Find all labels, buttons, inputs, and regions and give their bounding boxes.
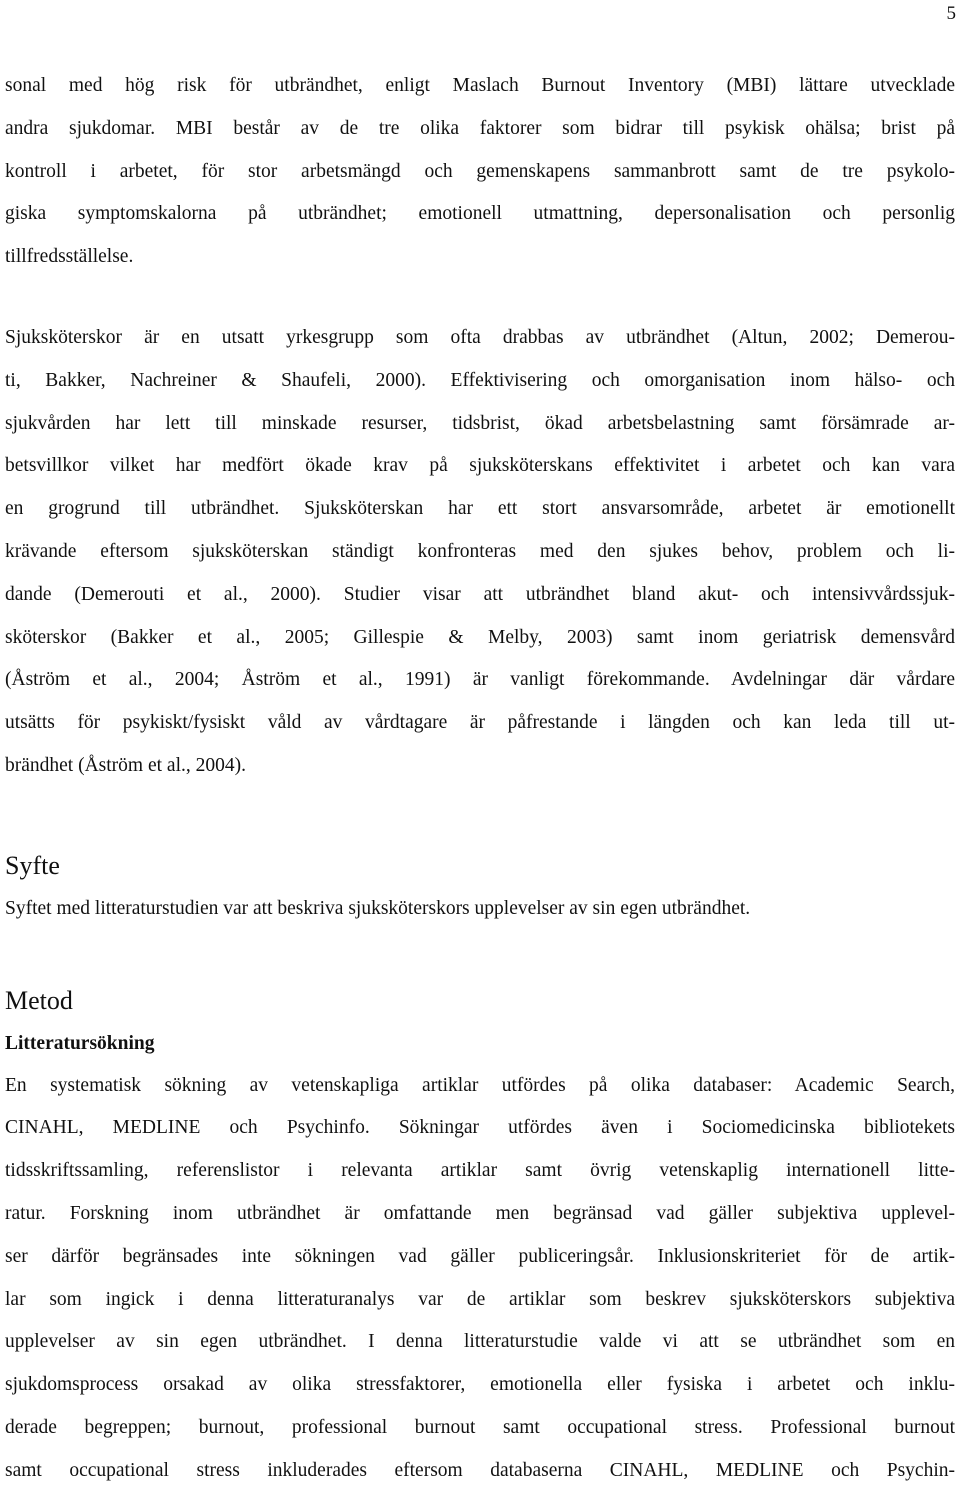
text-line: en grogrund till utbrändhet. Sjuksköterskan har ett stort ansvarsområde, arbetet är emotionellt [5,498,955,520]
text-line: sonal med hög risk för utbrändhet, enligt Maslach Burnout Inventory (MBI) lättare utvecklade [5,75,955,96]
text-line: sköterskor (Bakker et al., 2005; Gillespie & Melby, 2003) samt inom geriatrisk demensvård [5,626,955,648]
text-line: derade begreppen; burnout, professional burnout samt occupational stress. Professional burnout [5,1416,955,1438]
text-line: sjukvården har lett till minskade resurser, tidsbrist, ökad arbetsbelastning samt försämrade ar- [5,412,955,434]
text-line: upplevelser av sin egen utbrändhet. I denna litteraturstudie valde vi att se utbrändhet som en [5,1331,955,1353]
text-line: betsvillkor vilket har medfört ökade krav på sjuksköterskans effektivitet i arbetet och kan vara [5,455,955,477]
text-line: sjukdomsprocess orsakad av olika stressfaktorer, emotionella eller fysiska i arbetet och inklu- [5,1374,955,1396]
text-line: ti, Bakker, Nachreiner & Shaufeli, 2000). Effektivisering och omorganisation inom hälso- och [5,369,955,391]
metod-paragraph [5,1065,955,1493]
text-line: andra sjukdomar. MBI består av de tre olika faktorer som bidrar till psykisk ohälsa; brist på [5,117,955,139]
text-line: CINAHL, MEDLINE och Psychinfo. Sökningar utfördes även i Sociomedicinska bibliotekets [5,1117,955,1139]
text-line: krävande eftersom sjuksköterskan ständigt konfronteras med den sjukes behov, problem och li- [5,540,955,562]
text-line: kontroll i arbetet, för stor arbetsmängd och gemenskapens sammanbrott samt de tre psykolo- [5,160,955,182]
syfte-paragraph [5,888,955,931]
text-line: samt occupational stress inkluderades eftersom databaserna CINAHL, MEDLINE och Psychin- [5,1459,955,1481]
text-line: Syftet med litteraturstudien var att beskriva sjuksköterskors upplevelser av sin egen utbrändhet. [5,897,751,919]
text-line: tillfredsställelse. [5,246,134,268]
text-line: tidsskriftssamling, referenslistor i relevanta artiklar samt övrig vetenskaplig internationell litte- [5,1160,955,1182]
text-line: ser därför begränsades inte sökningen vad gäller publiceringsår. Inklusionskriteriet för de artik- [5,1245,955,1267]
text-line: Sjuksköterskor är en utsatt yrkesgrupp som ofta drabbas av utbrändhet (Altun, 2002; Demerou- [5,326,955,348]
page-content [5,65,955,1493]
background-paragraph [5,317,955,788]
section-heading-metod: Metod [5,985,73,1015]
text-line: En systematisk sökning av vetenskapliga artiklar utfördes på olika databaser: Academic Search, [5,1074,955,1096]
section-heading-syfte: Syfte [5,850,60,880]
text-line: lar som ingick i denna litteraturanalys var de artiklar som beskrev sjuksköterskors subjektiva [5,1288,955,1310]
text-line: ratur. Forskning inom utbrändhet är omfattande men begränsad vad gäller subjektiva upplevel- [5,1202,955,1224]
page-number: 5 [946,3,956,24]
text-line: giska symptomskalorna på utbrändhet; emotionell utmattning, depersonalisation och personlig [5,203,955,225]
text-line: (Åström et al., 2004; Åström et al., 1991) är vanligt förekommande. Avdelningar där vårdare [5,669,955,691]
text-line: utsätts för psykiskt/fysiskt våld av vårdtagare är påfrestande i längden och kan leda till ut- [5,712,955,734]
text-line: brändhet (Åström et al., 2004). [5,754,246,776]
text-line: dande (Demerouti et al., 2000). Studier visar att utbrändhet bland akut- och intensivvårdssjuk- [5,583,955,605]
intro-paragraph [5,65,955,279]
subheading-litteratursokning: Litteratursökning [5,1032,155,1054]
